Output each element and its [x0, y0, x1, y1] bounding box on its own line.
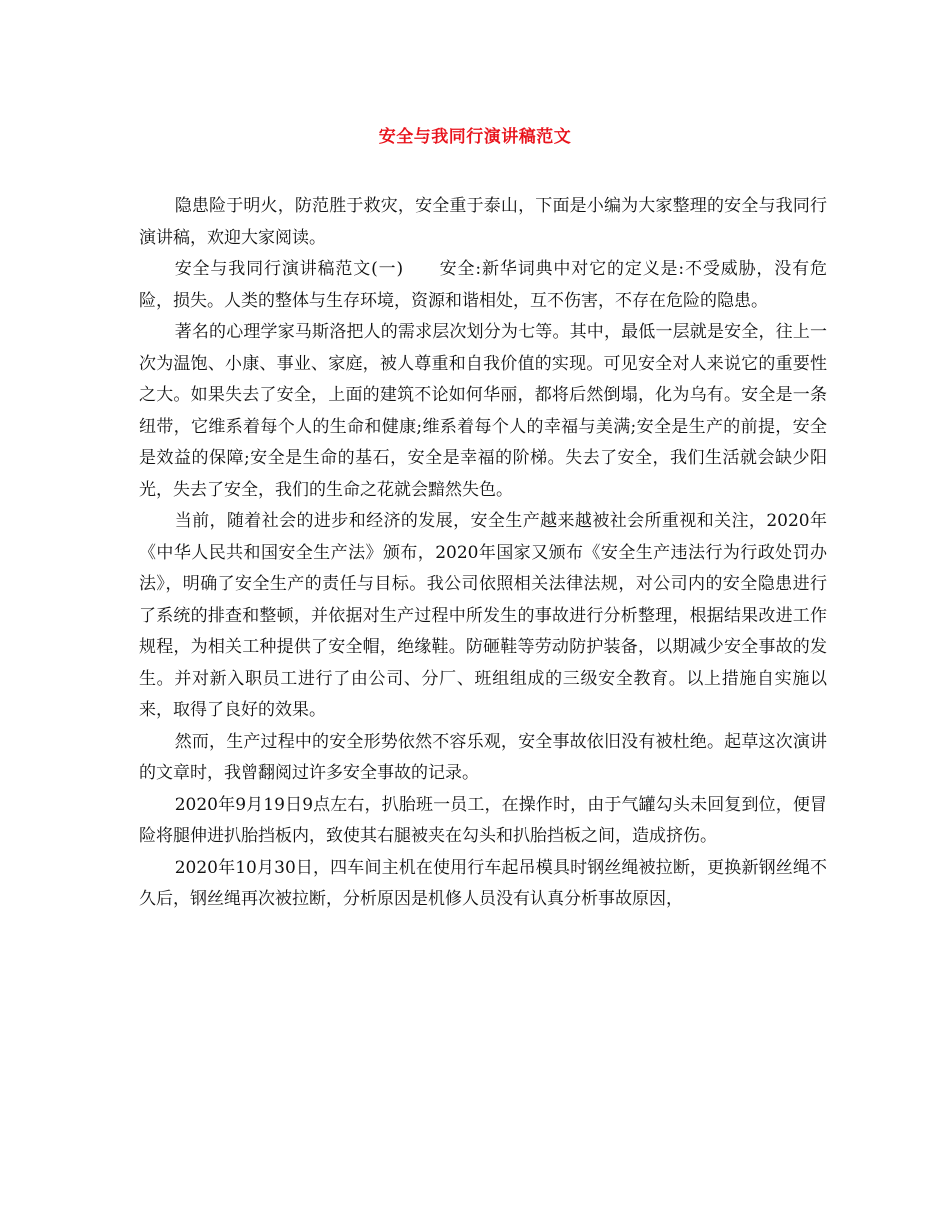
paragraph: 当前，随着社会的进步和经济的发展，安全生产越来越被社会所重视和关注，2020年《中华人民共和国安全生产法》颁布，2020年国家又颁布《安全生产违法行为行政处罚办法》，明确了安全生产的责任与目标。我公司依照相关法律法规，对公司内的安全隐患进行了系统的排查和整顿，并依据对生产过程中所发生的事故进行分析整理，根据结果改进工作规程，为相关工种提供了安全帽，绝缘鞋。防砸鞋等劳动防护装备，以期减少安全事故的发生。并对新入职员工进行了由公司、分厂、班组组成的三级安全教育。以上措施自实施以来，取得了良好的效果。: [139, 511, 827, 720]
paragraph: 2020年10月30日，四车间主机在使用行车起吊模具时钢丝绳被拉断，更换新钢丝绳不久后，钢丝绳再次被拉断，分析原因是机修人员没有认真分析事故原因，: [139, 857, 827, 909]
paragraph: 著名的心理学家马斯洛把人的需求层次划分为七等。其中，最低一层就是安全，往上一次为温饱、小康、事业、家庭，被人尊重和自我价值的实现。可见安全对人来说它的重要性之大。如果失去了安全，上面的建筑不论如何华丽，都将后然倒塌，化为乌有。安全是一条纽带，它维系着每个人的生命和健康;维系着每个人的幸福与美满;安全是生产的前提，安全是效益的保障;安全是生命的基石，安全是幸福的阶梯。失去了安全，我们生活就会缺少阳光，失去了安全，我们的生命之花就会黯然失色。: [139, 322, 827, 500]
paragraph: 然而，生产过程中的安全形势依然不容乐观，安全事故依旧没有被杜绝。起草这次演讲的文章时，我曾翻阅过许多安全事故的记录。: [139, 731, 827, 783]
paragraph: 隐患险于明火，防范胜于救灾，安全重于泰山，下面是小编为大家整理的安全与我同行演讲稿，欢迎大家阅读。: [139, 196, 827, 248]
document-title: 安全与我同行演讲稿范文: [378, 127, 572, 147]
paragraph: 2020年9月19日9点左右，扒胎班一员工，在操作时，由于气罐勾头未回复到位，便冒险将腿伸进扒胎挡板内，致使其右腿被夹在勾头和扒胎挡板之间，造成挤伤。: [139, 794, 827, 846]
paragraph: 安全与我同行演讲稿范文(一) 安全:新华词典中对它的定义是:不受威胁，没有危险，损失。人类的整体与生存环境，资源和谐相处，互不伤害，不存在危险的隐患。: [139, 259, 827, 311]
document-body: [139, 191, 827, 916]
